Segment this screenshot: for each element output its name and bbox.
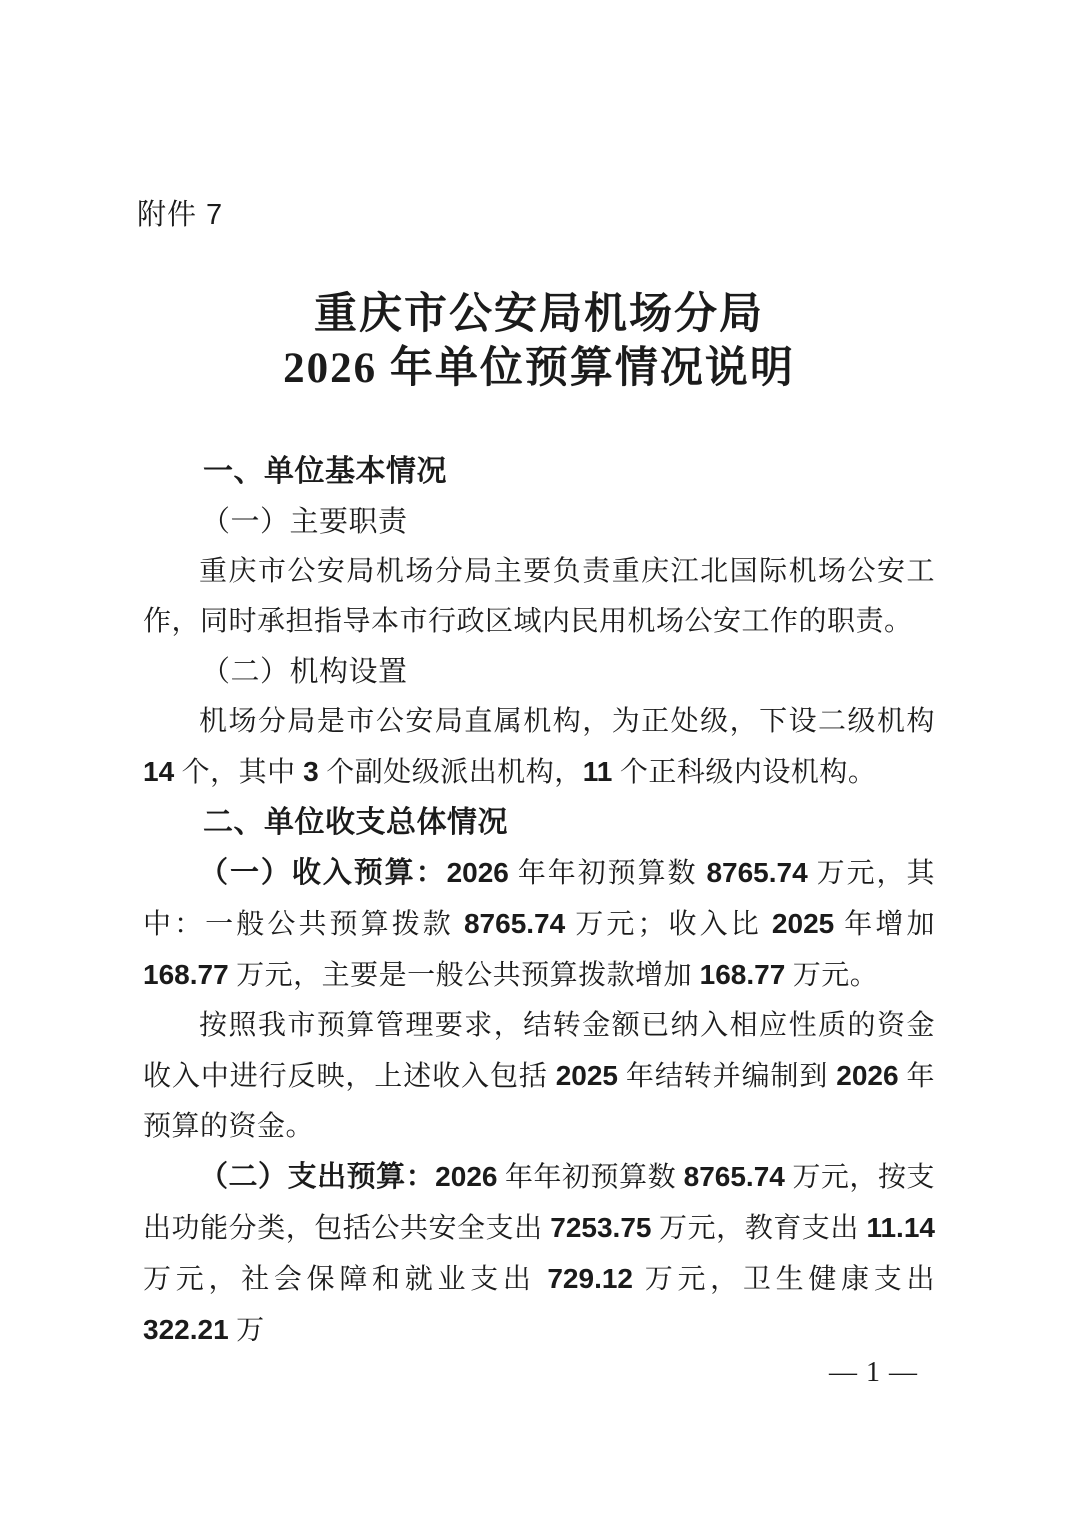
org-structure-paragraph: [143, 697, 935, 798]
text-segment: 个副处级派出机构，: [318, 757, 583, 788]
text-segment: 万: [228, 1315, 265, 1346]
text-segment: 年年初预算数: [508, 858, 707, 889]
text-segment: 机场分局是市公安局直属机构，为正处级，下设二级机构: [199, 706, 935, 737]
number-value: 729.12: [547, 1263, 633, 1294]
number-value: 14: [143, 756, 175, 787]
number-value: 8765.74: [706, 857, 808, 888]
attachment-label: 附件 7: [137, 199, 224, 231]
document-title-line1: 重庆市公安局机场分局: [314, 291, 764, 338]
expenditure-budget-paragraph: [143, 1152, 935, 1356]
section-1-sub-2-heading: （二）机构设置: [201, 656, 408, 688]
document-title-line2: 2026 年单位预算情况说明: [283, 345, 795, 392]
text-segment: 按照我市预算管理要求，结转金额已纳入相应性质的资金收入中进行反映，上述收入包括: [143, 1010, 935, 1092]
text-segment: 年预算的资金。: [143, 1061, 935, 1142]
text-segment: 万元。: [785, 960, 879, 991]
number-value: 11.14: [866, 1212, 935, 1243]
text-segment: 万元，按支出功能分类，包括公共安全支出: [143, 1162, 935, 1244]
number-value: 2026: [435, 1161, 498, 1192]
text-segment: 万元，卫生健康支出: [633, 1264, 935, 1295]
text-segment: 万元，社会保障和就业支出: [143, 1264, 548, 1295]
income-budget-lead: （一）收入预算：: [199, 857, 447, 889]
text-segment: 年增加: [834, 909, 935, 940]
document-body: [143, 447, 935, 1356]
number-value: 168.77: [699, 959, 786, 990]
number-value: 2025: [555, 1060, 619, 1091]
document-title: [143, 288, 935, 396]
income-budget-paragraph: [143, 848, 935, 1001]
number-value: 2025: [771, 908, 835, 939]
number-value: 2026: [836, 1060, 899, 1091]
section-2-heading: 二、单位收支总体情况: [203, 806, 508, 839]
text-segment: 万元，教育支出: [651, 1213, 867, 1244]
page-number: — 1 —: [829, 1357, 918, 1388]
text-segment: 万元，其中：一般公共预算拨款: [143, 858, 935, 940]
number-value: 322.21: [143, 1314, 229, 1345]
number-value: 7253.75: [550, 1212, 652, 1243]
section-1-heading: 一、单位基本情况: [203, 455, 447, 488]
section-1-sub-1-heading: （一）主要职责: [201, 506, 408, 538]
number-value: 168.77: [143, 959, 229, 990]
text-segment: 年结转并编制到: [618, 1061, 837, 1092]
expenditure-budget-lead: （二）支出预算：: [199, 1161, 436, 1193]
text-segment: 年年初预算数: [497, 1162, 684, 1193]
carryover-paragraph: [143, 1001, 935, 1152]
main-duties-paragraph: 重庆市公安局机场分局主要负责重庆江北国际机场公安工作，同时承担指导本市行政区域内民用机场公安工作的职责。: [143, 556, 935, 637]
number-value: 8765.74: [463, 908, 566, 939]
number-value: 11: [582, 756, 613, 787]
number-value: 2026: [446, 857, 509, 888]
number-value: 3: [303, 756, 319, 787]
text-segment: 万元，主要是一般公共预算拨款增加: [228, 960, 700, 991]
text-segment: 万元；收入比: [565, 909, 772, 940]
text-segment: 个正科级内设机构。: [612, 757, 877, 788]
number-value: 8765.74: [683, 1161, 785, 1192]
text-segment: 个，其中: [174, 757, 304, 788]
